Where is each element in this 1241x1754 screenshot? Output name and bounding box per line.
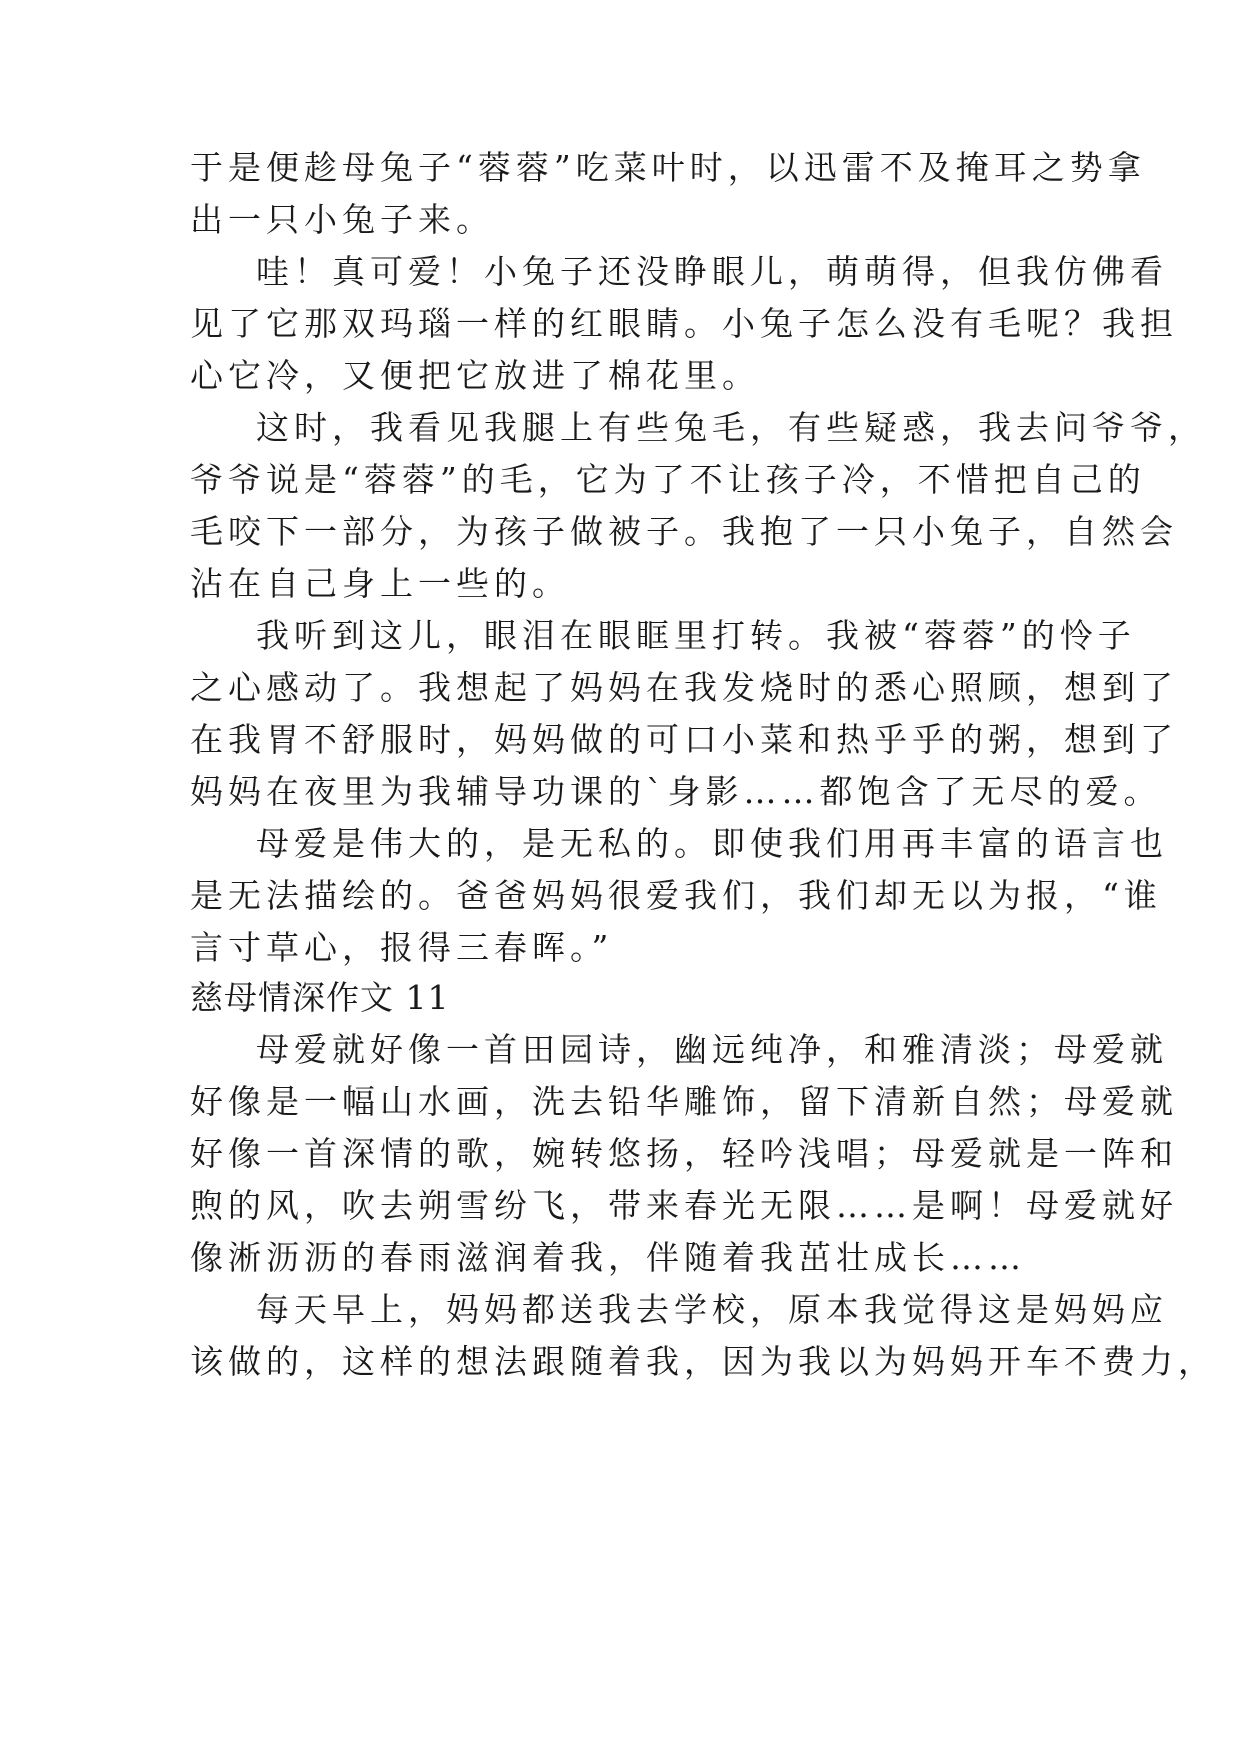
text-line: 像淅沥沥的春雨滋润着我，伴随着我茁壮成长…… [190, 1238, 1026, 1277]
section-heading: 慈母情深作文 11 [190, 978, 450, 1017]
text-line: 出一只小兔子来。 [190, 200, 494, 239]
text-line: 心它冷，又便把它放进了棉花里。 [190, 356, 760, 395]
text-line: 我听到这儿，眼泪在眼眶里打转。我被“蓉蓉”的怜子 [256, 616, 1136, 655]
text-line: 言寸草心，报得三春晖。” [190, 928, 614, 967]
text-line: 母爱就好像一首田园诗，幽远纯净，和雅清淡；母爱就 [256, 1030, 1168, 1069]
text-line: 该做的，这样的想法跟随着我，因为我以为妈妈开车不费力， [190, 1342, 1216, 1381]
text-line: 在我胃不舒服时，妈妈做的可口小菜和热乎乎的粥，想到了 [190, 720, 1178, 759]
text-line: 这时，我看见我腿上有些兔毛，有些疑惑，我去问爷爷， [256, 408, 1206, 447]
text-line: 爷爷说是“蓉蓉”的毛，它为了不让孩子冷，不惜把自己的 [190, 460, 1146, 499]
text-line: 煦的风，吹去朔雪纷飞，带来春光无限……是啊！母爱就好 [190, 1186, 1178, 1225]
text-line: 母爱是伟大的，是无私的。即使我们用再丰富的语言也 [256, 824, 1168, 863]
text-line: 毛咬下一部分，为孩子做被子。我抱了一只小兔子，自然会 [190, 512, 1178, 551]
text-line: 之心感动了。我想起了妈妈在我发烧时的悉心照顾，想到了 [190, 668, 1178, 707]
text-line: 哇！真可爱！小兔子还没睁眼儿，萌萌得，但我仿佛看 [256, 252, 1168, 291]
text-line: 于是便趁母兔子“蓉蓉”吃菜叶时，以迅雷不及掩耳之势拿 [190, 148, 1146, 187]
text-line: 妈妈在夜里为我辅导功课的`身影……都饱含了无尽的爱。 [190, 772, 1162, 811]
text-line: 见了它那双玛瑙一样的红眼睛。小兔子怎么没有毛呢？我担 [190, 304, 1178, 343]
text-line: 好像一首深情的歌，婉转悠扬，轻吟浅唱；母爱就是一阵和 [190, 1134, 1178, 1173]
text-line: 沾在自己身上一些的。 [190, 564, 570, 603]
text-line: 是无法描绘的。爸爸妈妈很爱我们，我们却无以为报，“谁 [190, 876, 1162, 915]
text-line: 每天早上，妈妈都送我去学校，原本我觉得这是妈妈应 [256, 1290, 1168, 1329]
text-line: 好像是一幅山水画，洗去铅华雕饰，留下清新自然；母爱就 [190, 1082, 1178, 1121]
